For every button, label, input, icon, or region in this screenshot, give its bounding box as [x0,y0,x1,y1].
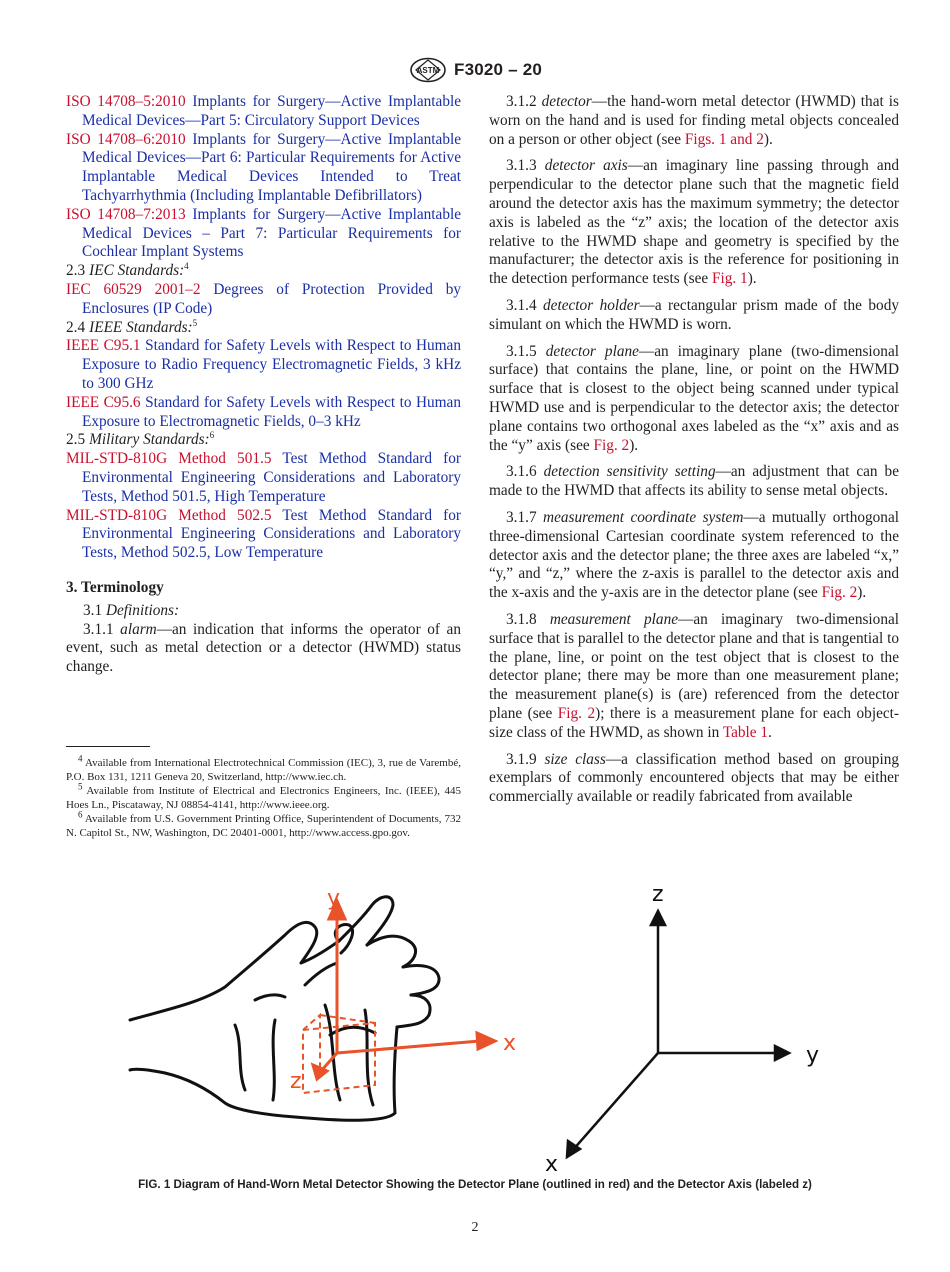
definition-detector-holder: 3.1.4 detector holder—a rectangular prism made of the body simulant on which the HWMD is worn. [489,296,899,333]
astm-logo-icon [408,57,448,83]
page-header [0,57,950,83]
reference-title[interactable]: Standard for Safety Levels with Respect to Human Exposure to Electromagnetic Fields, 0–3 kHz [82,393,461,430]
reference-entry [66,450,461,506]
section-2-5: 2.5 Military Standards:$^6$ [66,430,215,449]
reference-code[interactable]: IEEE C95.1 [66,337,141,355]
reference-entry [66,131,461,206]
definition-detector: 3.1.2 detector—the hand-worn metal detector (HWMD) that is worn on the hand and is used for finding metal objects concealed on a person or other object (see Figs. 1 and 2). [489,93,899,148]
reference-code[interactable]: ISO 14708–5:2010 [66,93,186,110]
reference-title[interactable]: Test Method Standard for Environmental Engineering Considerations and Laboratory Tests, Method 501.5, High Temperature [82,450,461,505]
section-3-1: 3.1 Definitions: [83,601,180,619]
reference-entry [66,337,461,393]
figure-link[interactable]: Fig. 2 [593,436,630,454]
definition-measurement-plane: 3.1.8 measurement plane—an imaginary two-dimensional surface that is parallel to the detector plane and that is tangential to the plane, line, or point on the test object that is closest to the detector plane; there may be more than one measurement plane; the measurement plane(s) is (are) referenced from the detector plane (see Fig. 2); there is a measurement plane for each object-size class of the HWMD, as shown in Table 1. [489,610,900,741]
reference-code[interactable]: MIL-STD-810G Method 502.5 [66,506,272,524]
footnote-ref[interactable]: 5 [192,317,198,328]
reference-entry [66,507,461,563]
reference-code[interactable]: ISO 14708–6:2010 [66,130,186,148]
figure-caption: FIG. 1 Diagram of Hand-Worn Metal Detector Showing the Detector Plane (outlined in red) and the Detector Axis (labeled z) [138,1178,812,1191]
footnote-divider [66,746,150,747]
figure-link[interactable]: Fig. 2 [557,704,596,722]
figure-link[interactable]: Fig. 2 [821,584,858,602]
figure-1-diagram [125,875,835,1175]
definition-detection-sensitivity: 3.1.6 detection sensitivity setting—an adjustment that can be made to the HWMD that affects its ability to sense metal objects. [489,463,899,500]
reference-entry [66,206,461,262]
reference-title[interactable]: Implants for Surgery—Active Implantable Medical Devices—Part 5: Circulatory Support Devices [82,93,462,129]
reference-code[interactable]: ISO 14708–7:2013 [66,205,186,223]
definition-detector-plane: 3.1.5 detector plane—an imaginary plane (two-dimensional surface) that contains the plane, line, or point on the HWMD surface that is closest to the object being scanned under typical HWMD use and is perpendicular to the detector axis; the detector plane contains two orthogonal axes labeled as the “x” axis and as the “y” axis (see Fig. 2). [489,342,899,454]
left-column [66,93,461,677]
axis-x-label: x [545,1152,559,1175]
reference-title[interactable]: Standard for Safety Levels with Respect to Human Exposure to Radio Frequency Electromagnetic Fields, 3 kHz to 300 GHz [82,337,461,392]
reference-code[interactable]: MIL-STD-810G Method 501.5 [66,450,272,468]
hand-axes [313,901,495,1079]
definition-size-class: 3.1.9 size class—a classification method based on grouping exemplars of commonly encountered objects that may be either commercially available or readily fabricated from available [489,750,900,806]
reference-entry [66,93,461,131]
reference-entry [66,281,461,319]
axis-z-label: z [652,882,664,907]
reference-title[interactable]: Degrees of Protection Provided by Enclosures (IP Code) [82,280,461,317]
document-id: F3020 – 20 [453,60,542,79]
definition-detector-axis: 3.1.3 detector axis—an imaginary line passing through and perpendicular to the detector plane such that the magnetic field around the detector axis has the maximum symmetry; the detector axis is labeled as the “z” axis; the location of the detector axis relative to the HWMD shape and geometry is specified by the manufacturer; the detector axis is the reference for positioning in the detection performance tests (see Fig. 1). [489,157,900,288]
reference-entry [66,394,461,432]
reference-code[interactable]: IEEE C95.6 [66,393,141,411]
section-2-4: 2.4 IEEE Standards:$^5$ [66,317,198,336]
reference-title[interactable]: Implants for Surgery—Active Implantable Medical Devices—Part 6: Particular Requirements for Active Implantable Medical Devices Intended to Treat Tachyarrhythmia (Including Implantable Defibrillators) [82,130,462,204]
section-2-3: 2.3 IEC Standards:$^4$ [66,261,189,280]
coordinate-axes [567,911,789,1157]
footnote: $^4$ Available from International Electrotechnical Commission (IEC), 3, rue de Varembé, P.O. Box 131, 1211 Geneva 20, Switzerland, http://www.iec.ch. [66,753,461,783]
reference-title[interactable]: Implants for Surgery—Active Implantable Medical Devices – Part 7: Particular Requirements for Cochlear Implant Systems [82,205,462,261]
definition-alarm: 3.1.1 alarm—an indication that informs the operator of an event, such as metal detection or a detector (HWMD) status change. [66,620,461,676]
hand-y-label: y [327,886,341,911]
page-number: 2 [471,1220,479,1235]
hand-outline-icon [130,897,439,1121]
table-link[interactable]: Table 1 [722,723,769,741]
svg-text:ASTM: ASTM [416,66,440,75]
footnote-ref[interactable]: 6 [209,430,215,441]
reference-title[interactable]: Test Method Standard for Environmental Engineering Considerations and Laboratory Tests, Method 502.5, Low Temperature [82,506,461,562]
hand-z-label: z [290,1069,302,1094]
hand-x-label: x [503,1031,517,1056]
section-heading: 3. Terminology [66,578,164,596]
right-column [489,93,899,815]
footnote: $^6$ Available from U.S. Government Printing Office, Superintendent of Documents, 732 N. Capitol St., NW, Washington, DC 20401-0001, http://www.access.gpo.gov. [66,809,461,839]
axis-y-label: y [806,1043,820,1068]
figure-link[interactable]: Fig. 1 [711,270,748,288]
reference-code[interactable]: IEC 60529 2001–2 [66,280,201,298]
footnote-ref[interactable]: 4 [184,261,189,272]
figure-link[interactable]: Figs. 1 and 2 [684,130,764,148]
footnotes [66,753,461,840]
definition-measurement-coordinate-system: 3.1.7 measurement coordinate system—a mutually orthogonal three-dimensional Cartesian coordinate system referenced to the detector axis and the detector plane; the three axes are labeled “x,” “y,” and “z,” where the z-axis is parallel to the detector axis and the x-axis and the y-axis are in the detector plane (see Fig. 2). [489,508,899,602]
footnote: $^5$ Available from Institute of Electrical and Electronics Engineers, Inc. (IEEE), 445 Hoes Ln., Piscataway, NJ 08854-4141, http://www.ieee.org. [66,781,461,811]
